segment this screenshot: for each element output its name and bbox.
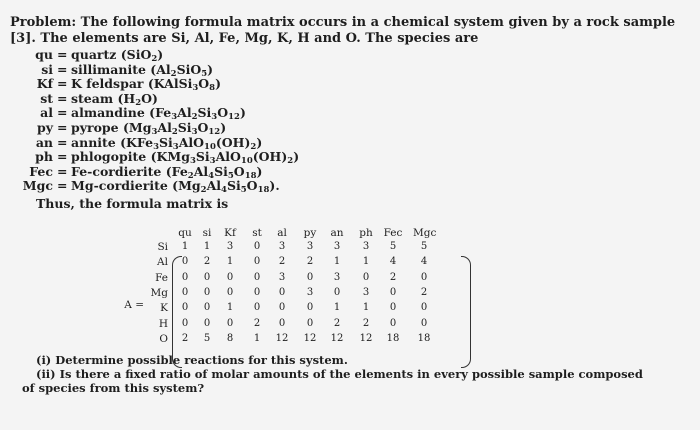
matrix-cell: 5 [203,332,211,344]
matrix-cell: 3 [333,241,341,252]
species-formula [150,149,300,167]
species-formula [166,164,263,179]
matrix-cell: 0 [420,271,428,283]
matrix-cell: 4 [389,256,397,268]
formula-part: Si [177,120,192,135]
equals-sign: = [57,149,68,165]
matrix-column-header: ph [359,227,373,239]
formula-subscript: 2 [200,185,207,196]
matrix-cell: 0 [181,302,189,314]
matrix-cell: 0 [226,286,234,298]
species-formula [123,120,226,135]
species-name: quartz [71,47,117,62]
species-name: almandine [71,105,145,121]
formula-subscript: 2 [191,112,198,123]
species-name: Mg-cordierite [71,178,168,194]
matrix-column-header: Fec [383,227,403,239]
matrix-cell: 3 [278,241,286,252]
species-name: K feldspar [71,76,144,92]
formula-part: AlO [215,149,241,165]
species-definition [71,120,226,135]
matrix-row-label: K [160,302,168,315]
species-formula [147,76,222,94]
species-definition [71,164,262,179]
matrix-cell: 2 [306,256,314,268]
matrix-column-header: Mgc [413,227,437,239]
species-abbr: st [40,90,53,106]
formula-subscript: 18 [257,185,270,196]
matrix-cell: 0 [306,271,314,283]
matrix-cell: 2 [389,271,397,283]
formula-part: Si [195,149,210,165]
formula-subscript: 3 [191,127,198,137]
formula-subscript: 10 [240,156,253,167]
formula-part: (Fe [149,105,172,121]
matrix-cell: 0 [203,271,211,283]
formula-subscript: 2 [170,68,177,79]
formula-part: Si [197,105,212,121]
formula-part: (Mg [172,178,201,194]
matrix-cell: 2 [333,317,341,329]
formula-subscript: 2 [187,170,194,181]
matrix-cell: 2 [253,317,261,329]
matrix-cell: 0 [253,302,261,314]
species-definition [71,105,246,123]
question-1: (i) Determine possible reactions for this system. [36,353,348,367]
matrix-cell: 1 [226,302,234,314]
formula-part: Al [193,163,209,179]
question-2: (ii) Is there a fixed ratio of molar amounts of the elements in every possible sample composed [36,367,643,381]
matrix-cell: 0 [181,286,189,298]
formula-subscript: 5 [201,68,208,79]
species-abbr: qu [35,47,53,62]
matrix-cell: 2 [420,286,428,298]
species-formula [117,91,157,106]
formula-part: ) [207,61,214,77]
matrix-cell: 3 [333,271,341,283]
formula-subscript: 3 [209,156,216,167]
matrix-cell: 12 [330,332,344,344]
species-definition [71,47,163,62]
matrix-cell: 2 [362,317,370,329]
matrix-cell: 0 [278,302,286,314]
matrix-cell: 18 [386,332,400,344]
matrix-row-label: Fe [155,271,168,284]
formula-subscript: 2 [287,156,294,167]
matrix-cell: 2 [203,256,211,268]
matrix-cell: 0 [253,286,261,298]
formula-part: O [198,76,210,92]
formula-part: ) [239,105,246,121]
formula-part: (KMg [150,149,190,165]
formula-part: SiO [176,61,202,77]
matrix-cell: 1 [362,256,370,268]
matrix-cell: 3 [362,286,370,298]
matrix-cell: 1 [253,332,261,344]
matrix-row-label: Si [157,241,168,253]
matrix-cell: 0 [253,241,261,252]
matrix-cell: 0 [181,256,189,268]
formula-part: O [217,105,229,121]
formula-subscript: 3 [172,141,179,152]
species-formula [150,62,213,77]
species-definition [71,76,222,94]
matrix-cell: 3 [226,241,234,252]
species-name: Fe-cordierite [71,163,162,179]
matrix-cell: 2 [278,256,286,268]
formula-part: (H [117,90,136,106]
equals-sign: = [57,105,68,121]
matrix-cell: 0 [226,271,234,283]
formula-subscript: 3 [151,127,158,137]
formula-subscript: 5 [227,170,234,181]
matrix-cell: 1 [181,241,189,252]
matrix-cell: 12 [303,332,317,344]
formula-part: O [233,163,245,179]
formula-part: O) [141,90,158,106]
matrix-cell: 8 [226,332,234,344]
formula-subscript: 8 [209,83,216,94]
matrix-cell: 12 [359,332,373,344]
formula-subscript: 2 [135,97,142,108]
matrix-cell: 0 [253,256,261,268]
formula-part: Al [177,105,192,121]
formula-subscript: 4 [208,170,215,181]
matrix-column-header: py [303,227,317,239]
formula-subscript: 12 [228,112,240,123]
matrix-cell: 0 [253,271,261,283]
matrix-cell: 0 [362,271,370,283]
matrix-column-header: an [330,227,344,239]
matrix-row-label: Al [157,256,168,269]
matrix-row-label: O [159,332,168,345]
matrix-cell: 0 [306,302,314,314]
equals-sign: = [57,90,68,106]
matrix-label: A = [124,299,144,311]
matrix-cell: 5 [420,241,428,252]
formula-subscript: 3 [189,156,196,167]
matrix-cell: 2 [181,332,189,344]
formula-part: ) [293,149,300,165]
matrix-column-header: si [202,227,212,239]
formula-subscript: 2 [151,54,158,64]
formula-part: O [197,120,209,135]
matrix-cell: 3 [306,286,314,298]
formula-subscript: 3 [171,112,178,123]
formula-part: ) [157,47,164,62]
formula-part: AlO [178,134,205,150]
problem-line-2: [3]. The elements are Si, Al, Fe, Mg, K, H and O. The species are [10,31,479,46]
formula-part: Si [158,134,173,150]
matrix-cell: 0 [226,317,234,329]
formula-part: ) [256,163,263,179]
formula-part: Si [214,163,228,179]
matrix-cell: 1 [333,302,341,314]
formula-part: (OH) [215,134,251,150]
formula-subscript: 3 [153,141,159,152]
species-abbr: Kf [36,76,53,92]
equals-sign: = [57,178,68,194]
formula-subscript: 3 [192,83,199,94]
matrix-right-paren [461,256,471,368]
species-formula [149,105,246,123]
equals-sign: = [57,61,68,77]
matrix-cell: 3 [278,271,286,283]
species-abbr: si [41,61,53,77]
matrix-cell: 0 [389,302,397,314]
species-definition [71,62,213,77]
formula-part: Al [157,120,172,135]
formula-part: (KAlSi [147,76,193,92]
formula-part: ) [215,76,222,92]
matrix-cell: 12 [275,332,289,344]
formula-part: Al [206,178,222,194]
matrix-cell: 0 [278,317,286,329]
matrix-cell: 0 [420,317,428,329]
equals-sign: = [57,47,68,62]
species-formula [172,178,280,196]
species-definition [71,91,158,106]
species-definition [71,149,300,167]
problem-line-1: Problem: The following formula matrix occurs in a chemical system given by a rock sample [10,15,676,30]
equals-sign: = [57,163,68,179]
matrix-cell: 18 [417,332,431,344]
species-abbr: Fec [29,163,53,179]
matrix-row-label: H [158,317,168,330]
species-abbr: an [35,134,53,150]
species-abbr: py [36,120,53,135]
matrix-cell: 0 [278,286,286,298]
matrix-column-header: st [252,227,262,239]
matrix-cell: 0 [306,317,314,329]
matrix-cell: 0 [203,286,211,298]
matrix-cell: 0 [203,317,211,329]
matrix-cell: 3 [362,241,370,252]
formula-part: Si [226,178,241,194]
equals-sign: = [57,76,68,92]
formula-subscript: 10 [204,141,216,152]
formula-part: (KFe [120,134,154,150]
species-name: phlogopite [71,149,147,165]
formula-subscript: 18 [244,170,257,181]
formula-part: (Fe [165,163,188,179]
formula-subscript: 12 [208,127,221,137]
matrix-cell: 1 [203,241,211,252]
formula-part: ) [220,120,227,135]
matrix-cell: 0 [333,286,341,298]
matrix-cell: 0 [420,302,428,314]
species-formula [121,47,163,62]
matrix-cell: 1 [226,256,234,268]
formula-part: O [246,178,258,194]
matrix-cell: 3 [306,241,314,252]
formula-subscript: 2 [250,141,257,152]
matrix-cell: 0 [181,317,189,329]
matrix-cell: 5 [389,241,397,252]
matrix-cell: 0 [389,317,397,329]
species-name: sillimanite [71,61,146,77]
equals-sign: = [57,120,68,135]
formula-part: ). [269,178,280,194]
matrix-cell: 0 [389,286,397,298]
matrix-cell: 1 [333,256,341,268]
formula-part: (Mg [122,120,152,135]
matrix-row-label: Mg [150,286,168,299]
matrix-cell: 0 [181,271,189,283]
formula-part: (SiO [120,47,152,62]
question-2-continued: of species from this system? [22,381,205,395]
species-definition [71,178,280,196]
species-name: steam [71,90,114,106]
species-name: pyrope [71,120,119,135]
formula-subscript: 5 [240,185,247,196]
formula-subscript: 2 [171,127,178,137]
species-abbr: Mgc [22,178,53,194]
matrix-cell: 4 [420,256,428,268]
matrix-column-header: al [277,227,287,239]
matrix-column-header: qu [178,227,192,239]
matrix-cell: 1 [362,302,370,314]
formula-subscript: 3 [211,112,218,123]
matrix-cell: 0 [203,302,211,314]
formula-part: (OH) [252,149,288,165]
species-definition [71,135,262,150]
matrix-column-header: Kf [224,227,236,239]
species-abbr: ph [35,149,53,165]
species-formula [120,135,262,150]
species-name: annite [71,134,116,150]
formula-subscript: 4 [221,185,227,196]
species-abbr: al [40,105,53,121]
formula-part: ) [256,134,263,150]
equals-sign: = [57,134,68,150]
formula-part: (Al [150,61,171,77]
matrix-intro: Thus, the formula matrix is [36,196,229,211]
